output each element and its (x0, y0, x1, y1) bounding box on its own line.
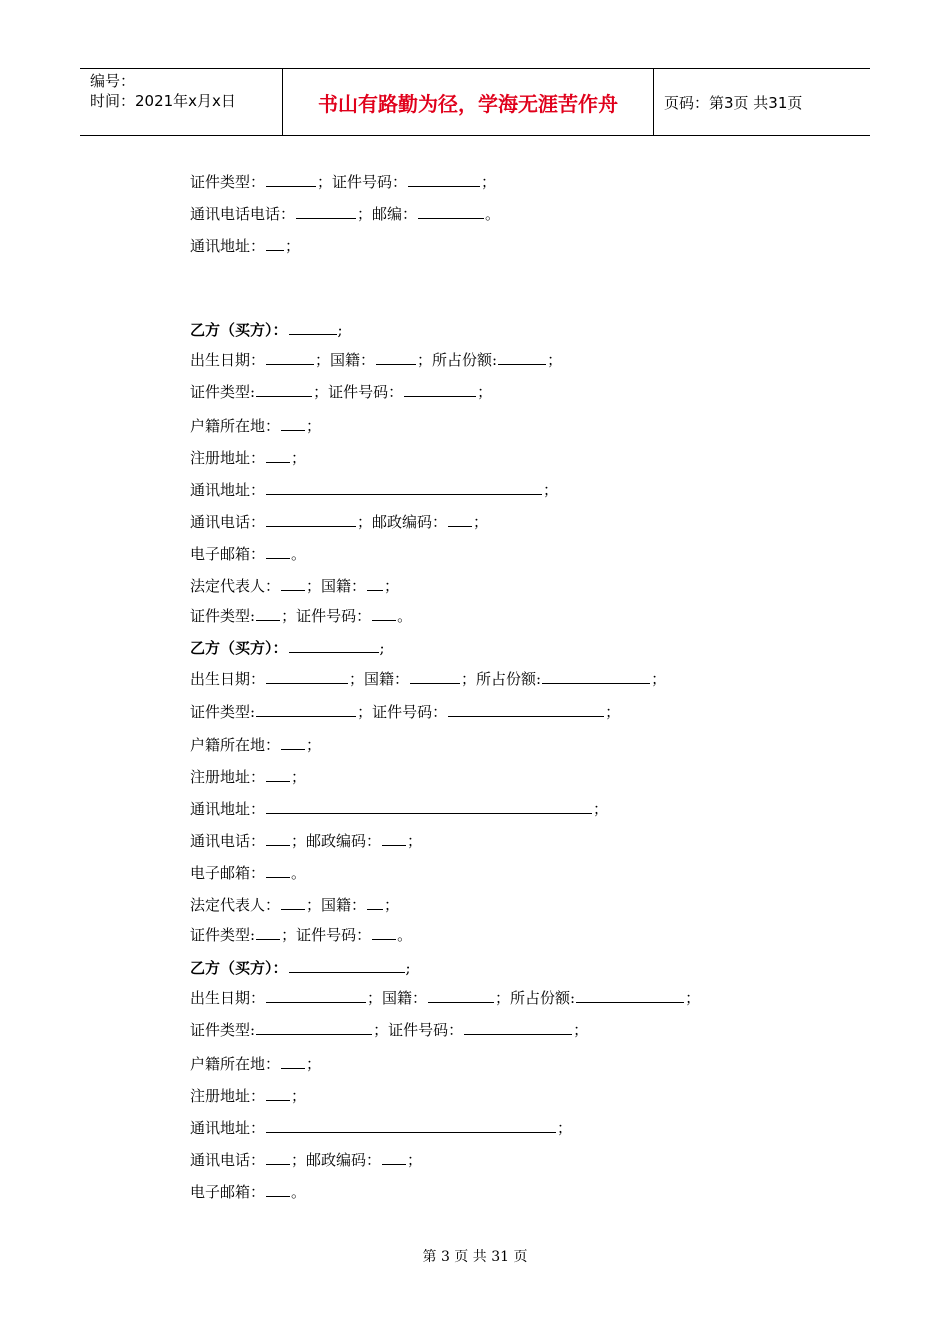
form-label: ；所占份额: (461, 670, 542, 688)
blank-field[interactable] (281, 895, 305, 910)
form-label: 通讯电话： (190, 832, 266, 850)
blank-field[interactable] (428, 988, 494, 1003)
header-info (80, 69, 282, 135)
form-label: ； (651, 670, 667, 688)
form-label: ；证件号码： (281, 926, 372, 944)
form-line (190, 735, 321, 755)
form-label: ; (379, 639, 385, 657)
form-label: 证件类型: (190, 607, 256, 625)
form-line (190, 799, 608, 819)
form-label: 户籍所在地： (190, 417, 281, 435)
blank-field[interactable] (266, 799, 592, 814)
form-line (190, 236, 300, 256)
blank-field[interactable] (266, 1086, 290, 1101)
form-label: ；邮政编码： (291, 832, 382, 850)
form-label: 乙方（买方）： (190, 959, 288, 977)
form-line (190, 895, 399, 915)
party-title (190, 638, 385, 658)
blank-field[interactable] (266, 988, 366, 1003)
form-label: ； (291, 1087, 307, 1105)
form-label: 。 (291, 864, 307, 882)
page-header (80, 68, 870, 136)
form-label: 通讯地址： (190, 481, 266, 499)
form-line (190, 416, 321, 436)
form-line (190, 831, 422, 851)
form-line (190, 1086, 306, 1106)
blank-field[interactable] (266, 350, 314, 365)
form-line (190, 606, 412, 626)
blank-field[interactable] (281, 416, 305, 431)
blank-field[interactable] (266, 669, 348, 684)
form-line (190, 576, 399, 596)
form-label: 。 (397, 607, 413, 625)
form-line (190, 1150, 422, 1170)
form-line (190, 767, 306, 787)
blank-field[interactable] (367, 576, 383, 591)
blank-field[interactable] (408, 172, 480, 187)
form-line (190, 988, 700, 1008)
blank-field[interactable] (289, 638, 379, 653)
form-label: 通讯地址： (190, 1119, 266, 1137)
form-label: 出生日期： (190, 351, 266, 369)
form-label: ；所占份额: (417, 351, 498, 369)
form-line (190, 1020, 588, 1040)
form-label: ；国籍： (306, 577, 367, 595)
form-label: 户籍所在地： (190, 736, 281, 754)
form-label: ；邮政编码： (357, 513, 448, 531)
blank-field[interactable] (266, 1150, 290, 1165)
blank-field[interactable] (382, 831, 406, 846)
form-label: 注册地址： (190, 449, 266, 467)
blank-field[interactable] (372, 606, 396, 621)
form-label: 证件类型: (190, 926, 256, 944)
form-label: ；证件号码： (373, 1021, 464, 1039)
blank-field[interactable] (266, 480, 542, 495)
form-label: ； (473, 513, 489, 531)
form-label: 证件类型: (190, 383, 256, 401)
form-label: 电子邮箱： (190, 545, 266, 563)
form-label: ； (291, 449, 307, 467)
form-line (190, 925, 412, 945)
blank-field[interactable] (256, 702, 356, 717)
form-label: 证件类型: (190, 1021, 256, 1039)
form-label: ；证件号码： (281, 607, 372, 625)
form-line (190, 448, 306, 468)
blank-field[interactable] (289, 958, 405, 973)
form-label: ； (384, 577, 400, 595)
page-indicator: 页码：第3页 共31页 (664, 93, 803, 112)
blank-field[interactable] (448, 702, 604, 717)
form-label: ；国籍： (315, 351, 376, 369)
form-label: 。 (397, 926, 413, 944)
form-line (190, 172, 496, 192)
form-label: ； (407, 1151, 423, 1169)
form-label: ；国籍： (306, 896, 367, 914)
form-label: ；证件号码： (313, 383, 404, 401)
blank-field[interactable] (410, 669, 460, 684)
blank-field[interactable] (266, 448, 290, 463)
form-label: 通讯地址： (190, 237, 266, 255)
blank-field[interactable] (256, 606, 280, 621)
form-label: 通讯电话： (190, 1151, 266, 1169)
form-label: 电子邮箱： (190, 1183, 266, 1201)
blank-field[interactable] (256, 925, 280, 940)
form-label: ； (573, 1021, 589, 1039)
blank-field[interactable] (281, 1054, 305, 1069)
form-label: ； (605, 703, 621, 721)
form-label: 证件类型: (190, 703, 256, 721)
form-label: 乙方（买方）： (190, 639, 288, 657)
form-label: 注册地址： (190, 768, 266, 786)
form-label: ；邮编： (357, 205, 418, 223)
blank-field[interactable] (576, 988, 684, 1003)
form-label: ； (306, 417, 322, 435)
form-line (190, 1054, 321, 1074)
blank-field[interactable] (256, 382, 312, 397)
form-label: 注册地址： (190, 1087, 266, 1105)
form-label: 电子邮箱： (190, 864, 266, 882)
form-label: ； (593, 800, 609, 818)
party-title (190, 320, 343, 340)
form-label: ；国籍： (367, 989, 428, 1007)
form-label: ； (481, 173, 497, 191)
page-footer: 第 3 页 共 31 页 (422, 1249, 528, 1265)
form-label: ； (547, 351, 563, 369)
form-line (190, 382, 492, 402)
blank-field[interactable] (498, 350, 546, 365)
form-label: ；所占份额: (495, 989, 576, 1007)
form-label: 户籍所在地： (190, 1055, 281, 1073)
blank-field[interactable] (281, 735, 305, 750)
blank-field[interactable] (266, 544, 290, 559)
blank-field[interactable] (256, 1020, 372, 1035)
blank-field[interactable] (266, 1118, 556, 1133)
form-label: ； (306, 1055, 322, 1073)
blank-field[interactable] (367, 895, 383, 910)
party-title (190, 958, 411, 978)
form-label: 。 (291, 1183, 307, 1201)
form-line (190, 544, 306, 564)
form-label: 出生日期： (190, 670, 266, 688)
form-label: ; (337, 321, 343, 339)
form-label: ；国籍： (349, 670, 410, 688)
blank-field[interactable] (266, 1182, 290, 1197)
blank-field[interactable] (266, 863, 290, 878)
blank-field[interactable] (266, 236, 284, 251)
form-label: 法定代表人： (190, 577, 281, 595)
form-line (190, 863, 306, 883)
form-label: ； (543, 481, 559, 499)
form-label: 通讯电话： (190, 513, 266, 531)
blank-field[interactable] (266, 512, 356, 527)
blank-field[interactable] (542, 669, 650, 684)
blank-field[interactable] (266, 767, 290, 782)
blank-field[interactable] (289, 320, 337, 335)
form-label: 。 (291, 545, 307, 563)
form-label: ；邮政编码： (291, 1151, 382, 1169)
form-line (190, 480, 558, 500)
form-label: 乙方（买方）： (190, 321, 288, 339)
form-line (190, 1118, 572, 1138)
form-label: ； (306, 736, 322, 754)
form-label: 通讯地址： (190, 800, 266, 818)
form-line (190, 1182, 306, 1202)
blank-field[interactable] (296, 204, 356, 219)
form-label: ； (557, 1119, 573, 1137)
blank-field[interactable] (404, 382, 476, 397)
form-label: ；证件号码： (357, 703, 448, 721)
form-label: ； (291, 768, 307, 786)
form-line (190, 702, 620, 722)
blank-field[interactable] (372, 925, 396, 940)
number-label: 编号： (90, 72, 136, 90)
blank-field[interactable] (382, 1150, 406, 1165)
blank-field[interactable] (464, 1020, 572, 1035)
time-label: 时间：2021年x月x日 (90, 92, 236, 110)
form-label: ； (685, 989, 701, 1007)
form-label: ； (477, 383, 493, 401)
form-label: 法定代表人： (190, 896, 281, 914)
blank-field[interactable] (266, 831, 290, 846)
blank-field[interactable] (266, 172, 316, 187)
blank-field[interactable] (281, 576, 305, 591)
motto: 书山有路勤为径，学海无涯苦作舟 (282, 69, 654, 135)
blank-field[interactable] (418, 204, 484, 219)
form-label: ； (384, 896, 400, 914)
form-label: ； (407, 832, 423, 850)
form-line (190, 350, 562, 370)
form-label: 通讯电话电话： (190, 205, 296, 223)
form-label: ；证件号码： (317, 173, 408, 191)
form-label: 出生日期： (190, 989, 266, 1007)
form-label: 证件类型： (190, 173, 266, 191)
form-line (190, 204, 500, 224)
form-label: ; (405, 959, 411, 977)
form-line (190, 512, 488, 532)
blank-field[interactable] (376, 350, 416, 365)
form-label: 。 (485, 205, 501, 223)
blank-field[interactable] (448, 512, 472, 527)
form-label: ； (285, 237, 301, 255)
form-line (190, 669, 666, 689)
